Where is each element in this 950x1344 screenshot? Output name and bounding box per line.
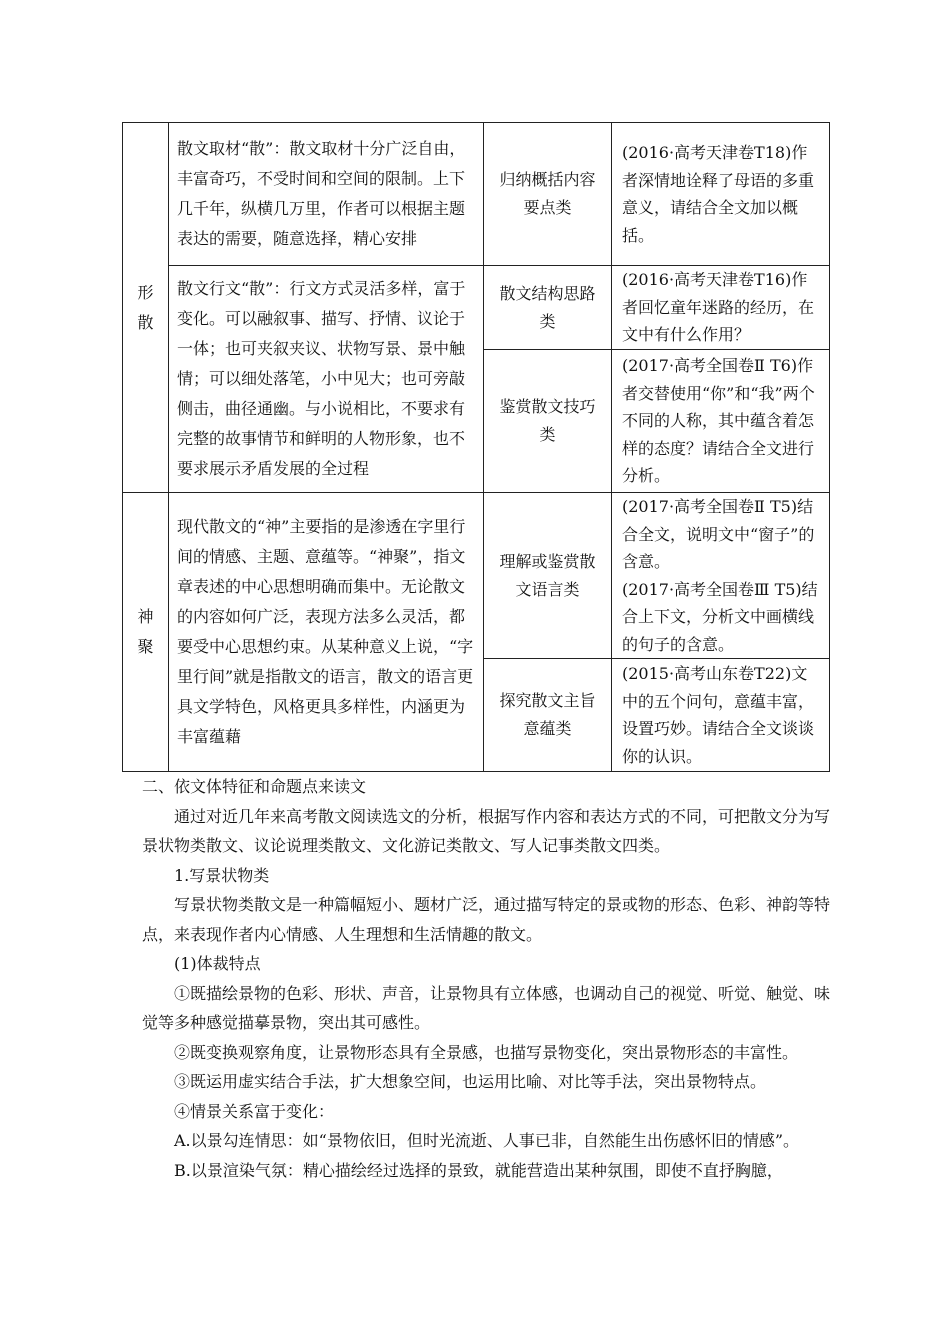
question-type-cell [484, 350, 612, 493]
subsection-description: 写景状物类散文是一种篇幅短小、题材广泛，通过描写特定的景或物的形态、色彩、神韵等特点，来表现作者内心情感、人生理想和生活情趣的散文。 [142, 895, 831, 944]
example-text: (2015·高考山东卷T22)文中的五个问句，意蕴丰富，设置巧妙。请结合全文谈谈你的认识。 [622, 664, 815, 766]
example-cell [612, 493, 830, 659]
example-cell [612, 659, 830, 772]
feature-subitem: A.以景勾连情思：如“景物依旧，但时光流逝、人事已非，自然能生出伤感怀旧的情感”。 [174, 1131, 800, 1150]
question-type: 探究散文主旨意蕴类 [499, 691, 596, 738]
description-text: 散文取材“散”：散文取材十分广泛自由，丰富奇巧，不受时间和空间的限制。上下几千年，纵横几万里，作者可以根据主题表达的需要，随意选择，精心安排 [177, 139, 466, 248]
subsection-title: 1.写景状物类 [174, 865, 270, 885]
example-text: (2016·高考天津卷T16)作者回忆童年迷路的经历，在文中有什么作用？ [622, 270, 815, 345]
question-type-cell [484, 123, 612, 266]
feature-item: ①既描绘景物的色彩、形状、声音，让景物具有立体感，也调动自己的视觉、听觉、触觉、味觉等多种感觉描摹景物，突出其可感性。 [142, 983, 831, 1032]
example-text: (2017·高考全国卷Ⅱ T6)作者交替使用“你”和“我”两个不同的人称，其中蕴含着怎样的态度？请结合全文进行分析。 [622, 356, 815, 486]
question-type: 理解或鉴赏散文语言类 [499, 551, 596, 599]
question-type-cell [484, 493, 612, 659]
example-text: (2017·高考全国卷Ⅱ T5)结合全文，说明文中“窗子”的含意。 [622, 497, 815, 571]
feature-item: ③既运用虚实结合手法，扩大想象空间，也运用比喻、对比等手法，突出景物特点。 [174, 1072, 767, 1091]
category-label: 神聚 [137, 607, 154, 656]
example-text-2: (2017·高考全国卷Ⅲ T5)结合上下文，分析文中画横线的句子的含意。 [622, 579, 818, 654]
category-shenju [123, 493, 169, 772]
feature-item: ④情景关系富于变化： [174, 1101, 335, 1121]
example-cell [612, 350, 830, 493]
feature-subitem: B.以景渲染气氛：精心描绘经过选择的景致，就能营造出某种氛围，即使不直抒胸臆， [174, 1160, 783, 1180]
description-cell [169, 266, 484, 493]
description-cell [169, 123, 484, 266]
prose-features-table [122, 122, 830, 772]
feature-title: (1)体裁特点 [174, 954, 261, 973]
category-xingsan [123, 123, 169, 493]
section-title: 二、依文体特征和命题点来读文 [142, 777, 367, 796]
body-text [142, 772, 832, 1185]
question-type-cell [484, 659, 612, 772]
description-cell [169, 493, 484, 772]
feature-item: ②既变换观察角度，让景物形态具有全景感，也描写景物变化，突出景物形态的丰富性。 [174, 1042, 799, 1062]
description-text: 散文行文“散”：行文方式灵活多样，富于变化。可以融叙事、描写、抒情、议论于一体；也可夹叙夹议、状物写景、景中触情；可以细处落笔，小中见大；也可旁敲侧击，曲径通幽。与小说相比，不要求有完整的故事情节和鲜明的人物形象，也不要求展示矛盾发展的全过程 [177, 279, 466, 478]
example-text: (2016·高考天津卷T18)作者深情地诠释了母语的多重意义，请结合全文加以概括。 [622, 143, 815, 245]
question-type: 鉴赏散文技巧类 [499, 397, 596, 444]
example-cell [612, 123, 830, 266]
example-cell [612, 266, 830, 350]
question-type: 归纳概括内容要点类 [499, 170, 596, 217]
description-text: 现代散文的“神”主要指的是渗透在字里行间的情感、主题、意蕴等。“神聚”，指文章表述的中心思想明确而集中。无论散文的内容如何广泛，表现方法多么灵活，都要受中心思想约束。从某种意义上说，“字里行间”就是指散文的语言，散文的语言更具文学特色，风格更具多样性，内涵更为丰富蕴藉 [177, 517, 474, 746]
question-type: 散文结构思路类 [499, 283, 596, 331]
question-type-cell [484, 266, 612, 350]
category-label: 形散 [137, 282, 154, 332]
intro-paragraph: 通过对近几年来高考散文阅读选文的分析，根据写作内容和表达方式的不同，可把散文分为写景状物类散文、议论说理类散文、文化游记类散文、写人记事类散文四类。 [142, 806, 831, 855]
